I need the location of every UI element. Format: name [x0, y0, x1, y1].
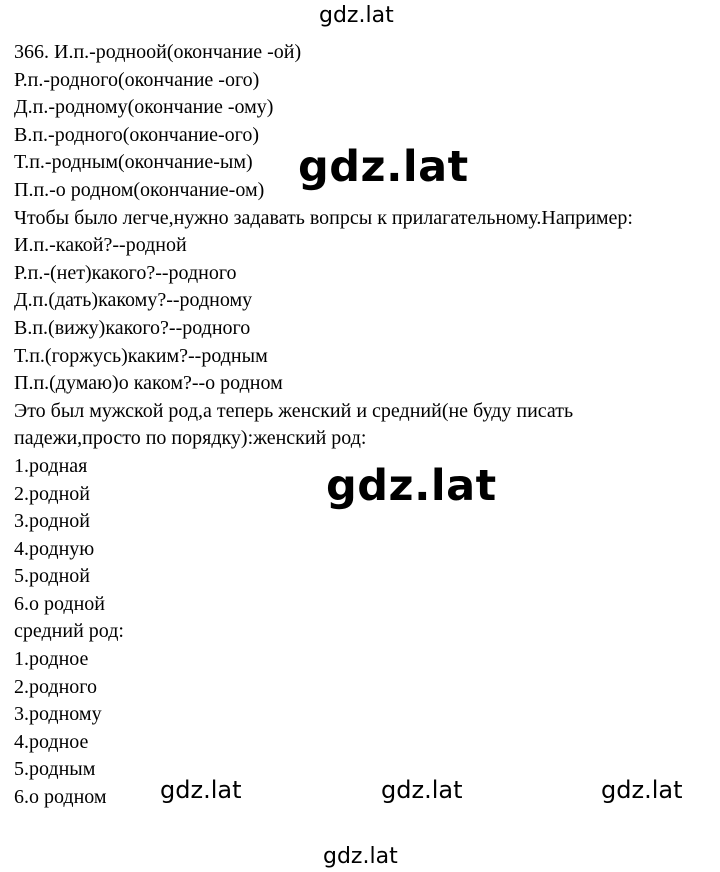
text-line: 6.о родной	[14, 592, 106, 615]
text-line: 1.родное	[14, 648, 89, 671]
text-line: 5.родным	[14, 758, 96, 781]
watermark-bottom: gdz.lat	[323, 844, 398, 869]
text-line: падежи,просто по порядку):женский род:	[14, 427, 367, 450]
watermark: gdz.lat	[381, 776, 463, 804]
text-line: 6.о родном	[14, 786, 107, 809]
text-line: П.п.(думаю)о каком?--о родном	[14, 372, 283, 395]
text-line: 4.родную	[14, 537, 95, 560]
text-line: П.п.-о родном(окончание-ом)	[14, 178, 265, 201]
text-line: 366. И.п.-роднoой(окончание -ой)	[14, 41, 302, 63]
watermark-large: gdz.lat	[326, 461, 497, 511]
watermark: gdz.lat	[160, 776, 242, 804]
text-line: Д.п.(дать)какому?--родному	[14, 289, 253, 312]
text-line: 4.родное	[14, 730, 89, 753]
text-line: Т.п.(горжусь)каким?--родным	[14, 344, 268, 367]
text-line: 5.родной	[14, 565, 91, 588]
watermark-large: gdz.lat	[298, 142, 469, 192]
text-line: Т.п.-родным(окончание-ым)	[14, 151, 253, 174]
watermark-top: gdz.lat	[319, 3, 394, 28]
text-line: Р.п.-родного(окончание -ого)	[14, 68, 260, 91]
text-line: 3.родной	[14, 510, 91, 533]
text-line: В.п.-родного(окончание-ого)	[14, 123, 260, 146]
watermark: gdz.lat	[601, 776, 683, 804]
text-line: 3.родному	[14, 703, 102, 726]
text-line: Чтобы было легче,нужно задавать вопрсы к прилагательному.Например:	[14, 206, 633, 229]
text-line: В.п.(вижу)какого?--родного	[14, 316, 251, 339]
text-line: Д.п.-родному(окончание -ому)	[14, 96, 274, 119]
text-line: средний род:	[14, 620, 124, 643]
text-line: Р.п.-(нет)какого?--родного	[14, 261, 237, 284]
text-line: Это был мужской род,а теперь женский и средний(не буду писать	[14, 399, 574, 422]
text-line: 2.родного	[14, 675, 98, 698]
text-line: И.п.-какой?--родной	[14, 234, 187, 257]
text-line: 1.родная	[14, 454, 88, 477]
text-line: 2.родной	[14, 482, 91, 505]
